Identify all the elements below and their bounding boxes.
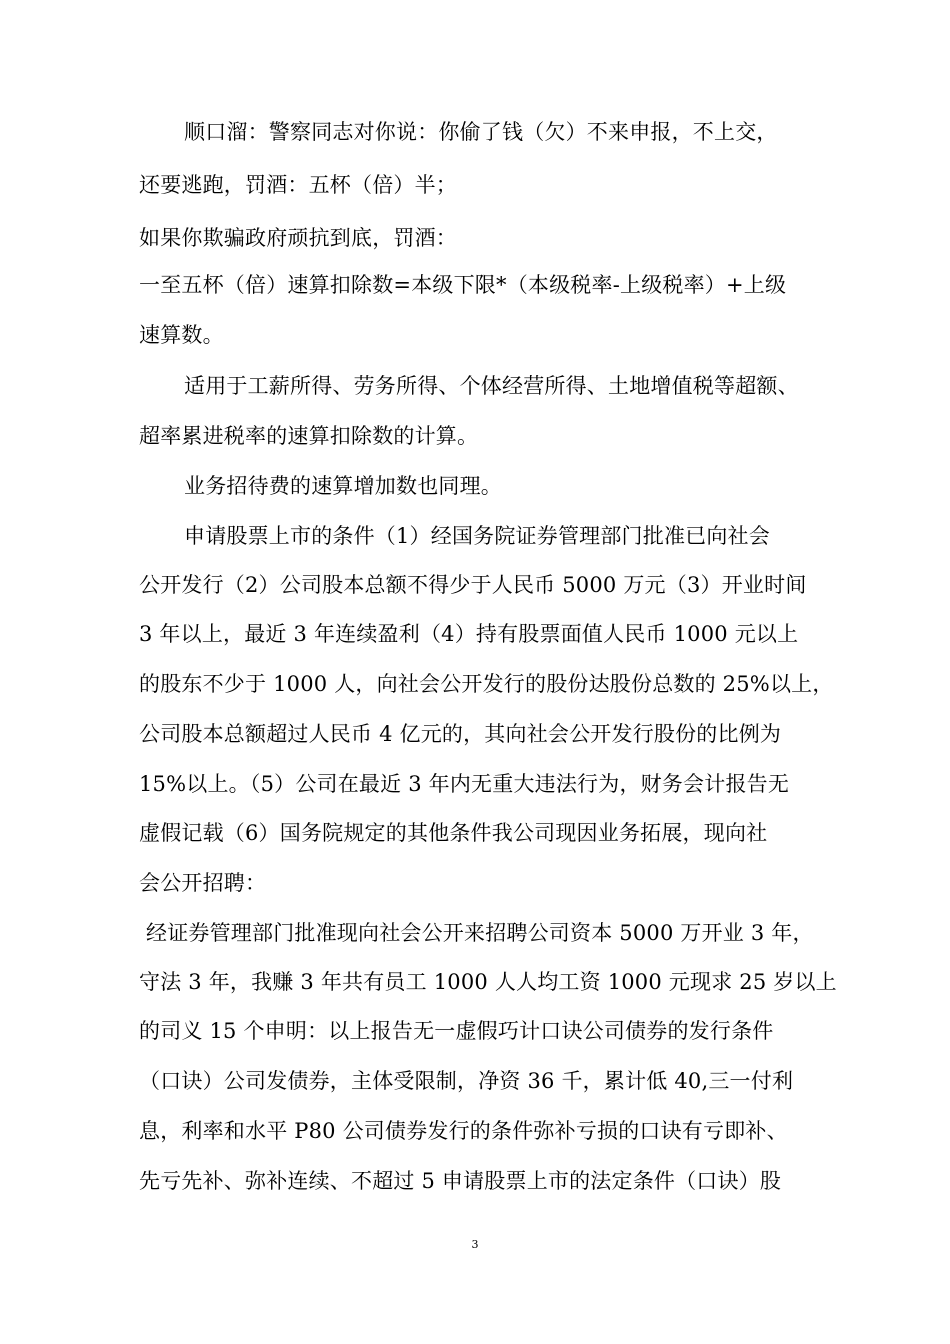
text-line-16: 会公开招聘： bbox=[139, 871, 267, 895]
text-line-20: （口诀）公司发债券，主体受限制，净资 36 千，累计低 40,三一付利 bbox=[139, 1069, 794, 1093]
text-line-9: 申请股票上市的条件（1）经国务院证券管理部门批准已向社会 bbox=[184, 524, 770, 548]
text-line-14: 15%以上。（5）公司在最近 3 年内无重大违法行为，财务会计报告无 bbox=[139, 772, 790, 796]
text-line-18: 守法 3 年，我赚 3 年共有员工 1000 人人均工资 1000 元现求 25 岁以上 bbox=[139, 970, 837, 994]
text-line-17: 经证券管理部门批准现向社会公开来招聘公司资本 5000 万开业 3 年， bbox=[146, 921, 814, 945]
text-line-4: 一至五杯（倍）速算扣除数=本级下限*（本级税率-上级税率）+上级 bbox=[139, 273, 787, 297]
text-line-5: 速算数。 bbox=[139, 323, 224, 347]
text-line-15: 虚假记载（6）国务院规定的其他条件我公司现因业务拓展，现向社 bbox=[139, 821, 768, 845]
text-line-3: 如果你欺骗政府顽抗到底，罚酒： bbox=[139, 226, 457, 250]
text-line-7: 超率累进税率的速算扣除数的计算。 bbox=[139, 424, 479, 448]
text-line-2: 还要逃跑，罚酒：五杯（倍）半； bbox=[139, 173, 457, 197]
text-line-11: 3 年以上，最近 3 年连续盈利（4）持有股票面值人民币 1000 元以上 bbox=[139, 622, 799, 646]
text-line-12: 的股东不少于 1000 人，向社会公开发行的股份达股份总数的 25%以上， bbox=[139, 672, 834, 696]
text-line-10: 公开发行（2）公司股本总额不得少于人民币 5000 万元（3）开业时间 bbox=[139, 573, 807, 597]
text-line-19: 的司义 15 个申明：以上报告无一虚假巧计口诀公司债券的发行条件 bbox=[139, 1019, 774, 1043]
text-line-8: 业务招待费的速算增加数也同理。 bbox=[184, 474, 502, 498]
text-line-13: 公司股本总额超过人民币 4 亿元的，其向社会公开发行股份的比例为 bbox=[139, 722, 782, 746]
text-line-21: 息，利率和水平 P80 公司债券发行的条件弥补亏损的口诀有亏即补、 bbox=[139, 1119, 788, 1143]
text-line-6: 适用于工薪所得、劳务所得、个体经营所得、土地增值税等超额、 bbox=[184, 374, 799, 398]
page-number: 3 bbox=[471, 1238, 479, 1251]
text-line-22: 先亏先补、弥补连续、不超过 5 申请股票上市的法定条件（口诀）股 bbox=[139, 1169, 782, 1193]
text-line-1: 顺口溜：警察同志对你说：你偷了钱（欠）不来申报，不上交， bbox=[184, 120, 778, 144]
